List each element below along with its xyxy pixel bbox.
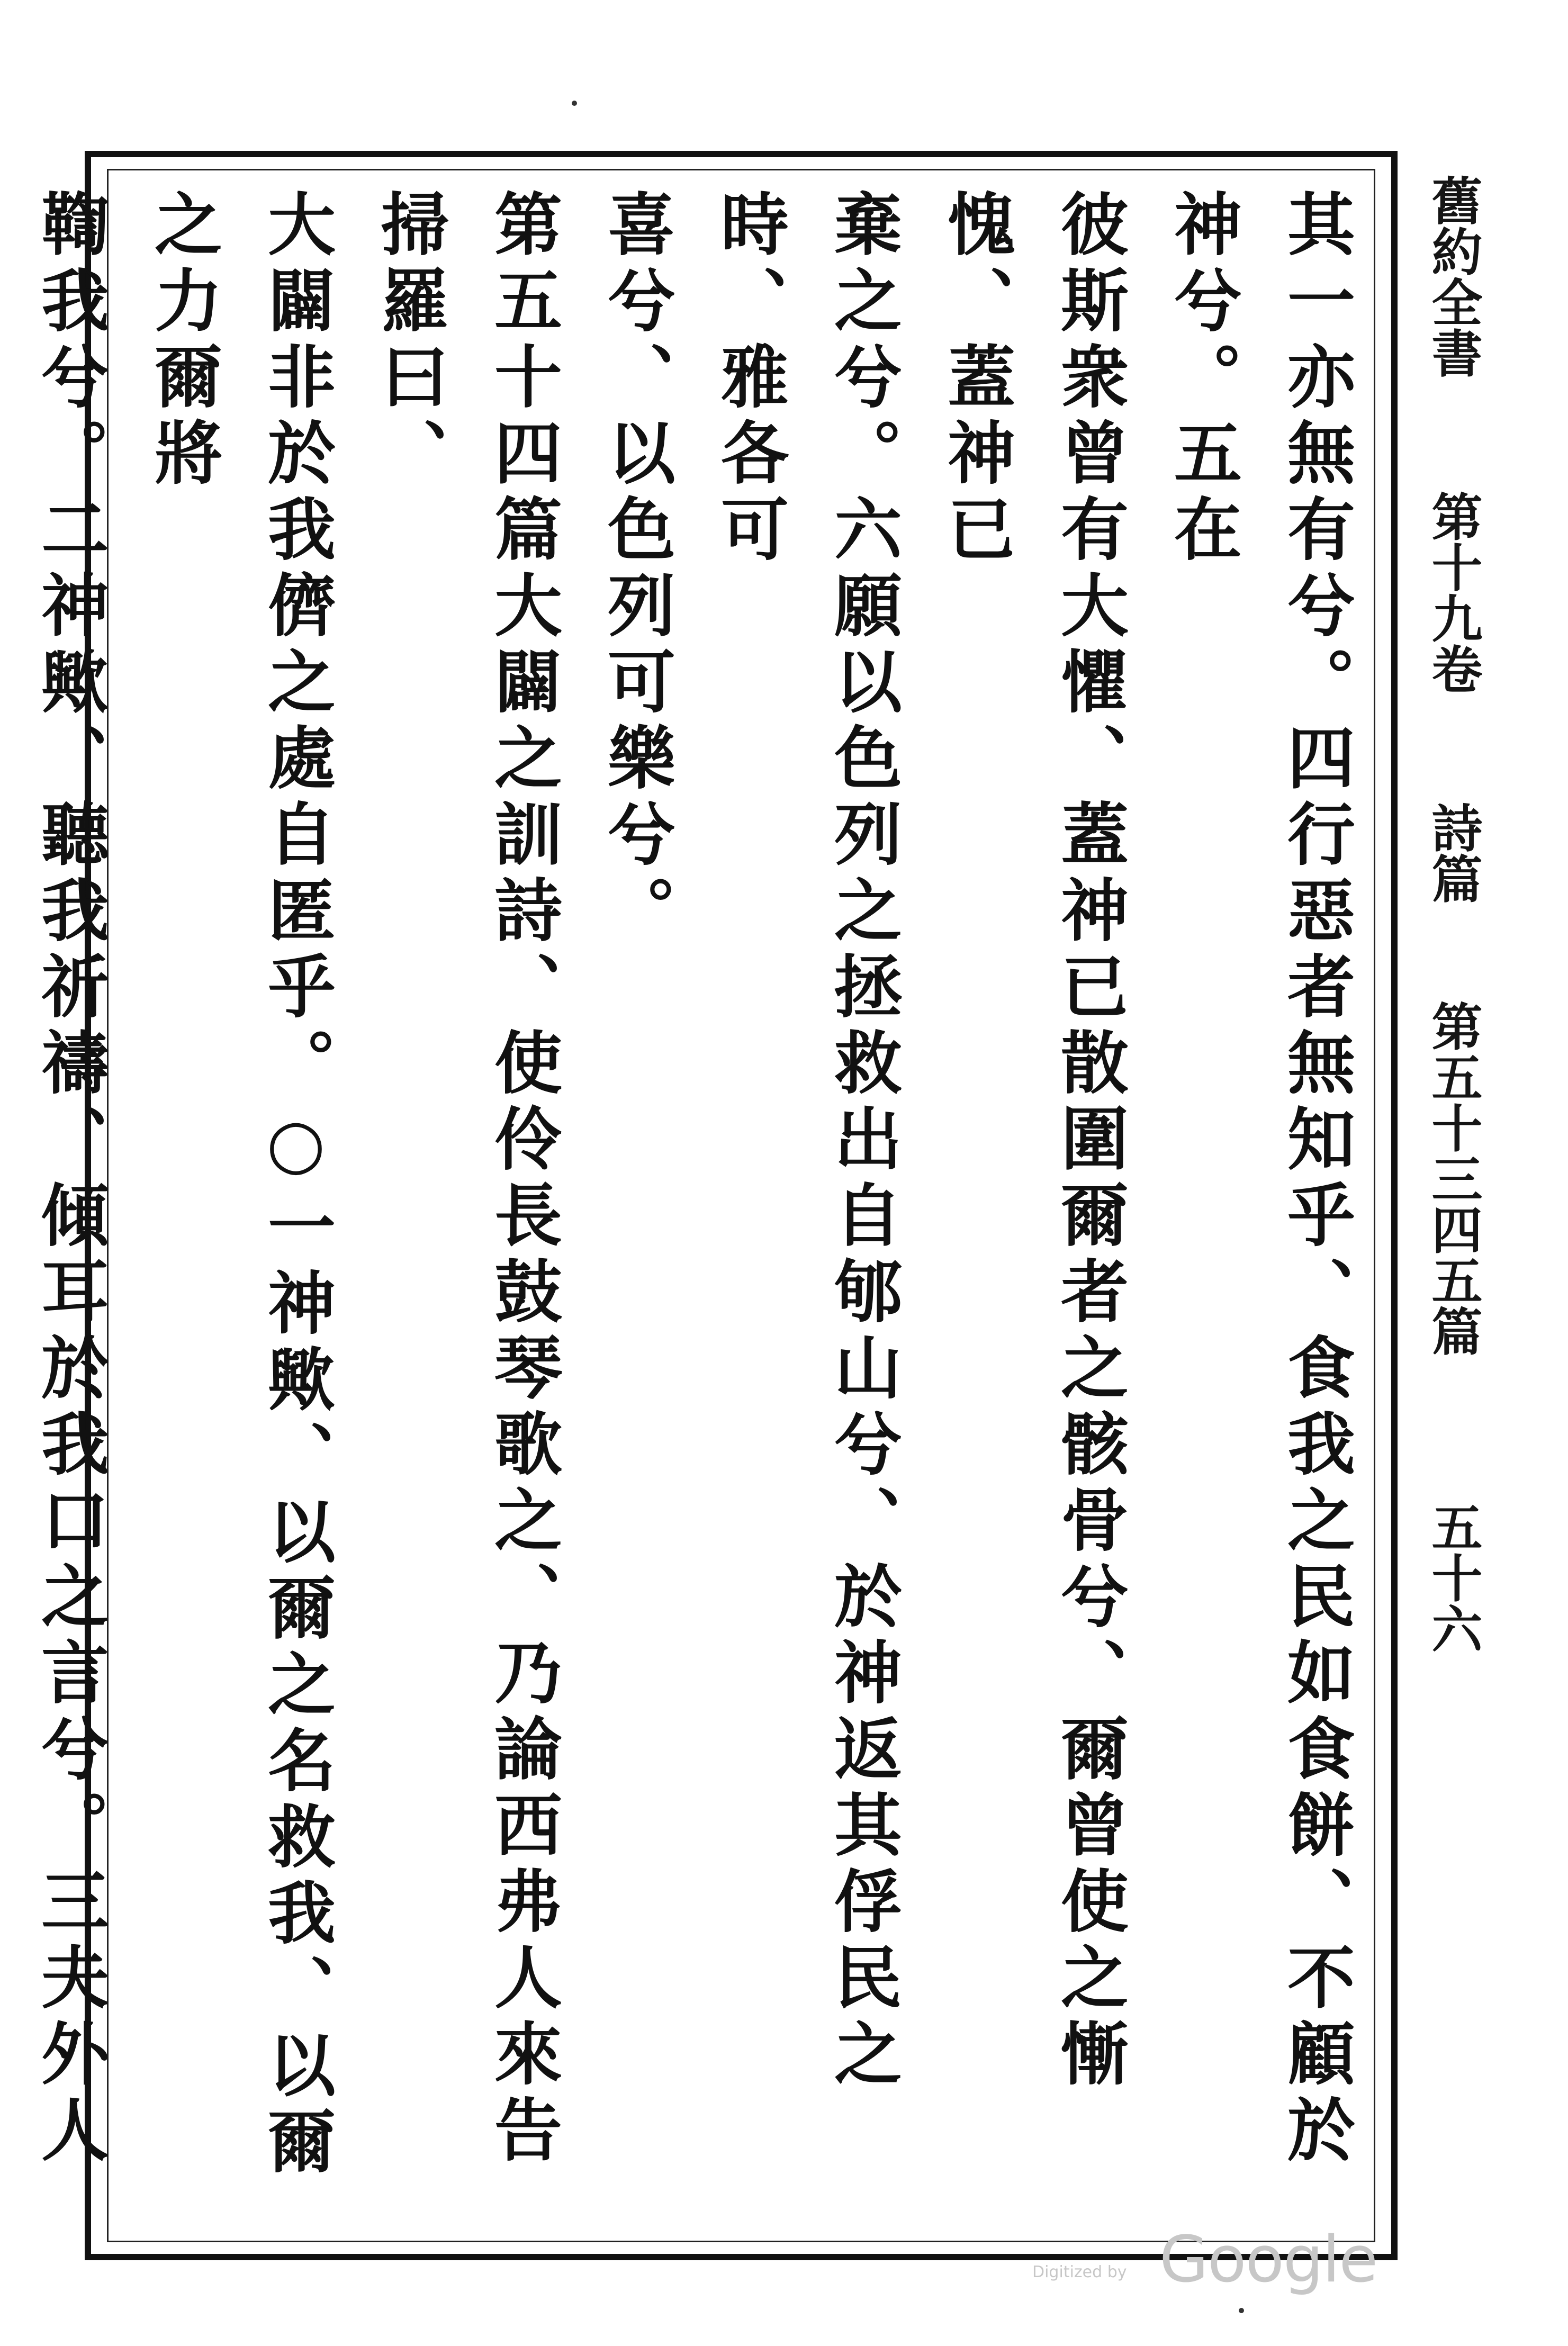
text-column: 鞫我兮。二神歟、聽我祈禱、傾耳於我口之言兮。三夫外人 <box>30 189 109 2171</box>
running-header <box>1408 175 1498 2133</box>
text-frame <box>30 151 1398 2260</box>
watermark-caption: Digitized by <box>1032 2263 1127 2281</box>
body-text <box>30 189 1372 2237</box>
page-number: 五十六 <box>1423 1501 1483 1654</box>
print-speck <box>1239 2308 1244 2313</box>
text-column: 喜兮、以色列可樂兮。 <box>596 189 675 951</box>
print-speck <box>572 101 577 106</box>
chapter-heading-54: 第五十四篇大闢之訓詩、使伶長鼓琴歌之、乃論西弗人來告掃羅曰、 <box>370 189 562 2171</box>
text-column: 彼斯衆曾有大懼、蓋神已散圍爾者之骸骨兮、爾曾使之慚愧、蓋神已 <box>936 189 1129 2095</box>
text-column: 棄之兮。六願以色列之拯救出自郇山兮、於神返其俘民之時、雅各可 <box>709 189 902 2095</box>
volume-label: 第十九卷 <box>1423 491 1483 694</box>
watermark-logo: Google <box>1159 2223 1377 2297</box>
text-column: 其一亦無有兮。四行惡者無知乎、食我之民如食餅、不顧於神兮。五在 <box>1163 189 1355 2171</box>
section-label: 詩篇 <box>1423 801 1483 904</box>
watermark <box>1032 2213 1403 2297</box>
book-title: 舊約全書 <box>1423 175 1483 378</box>
text-column: 大闢非於我儕之處自匿乎。○一神歟、以爾之名救我、以爾之力爾將 <box>143 189 336 2182</box>
chapter-range: 第五十三四五篇 <box>1423 1000 1483 1357</box>
